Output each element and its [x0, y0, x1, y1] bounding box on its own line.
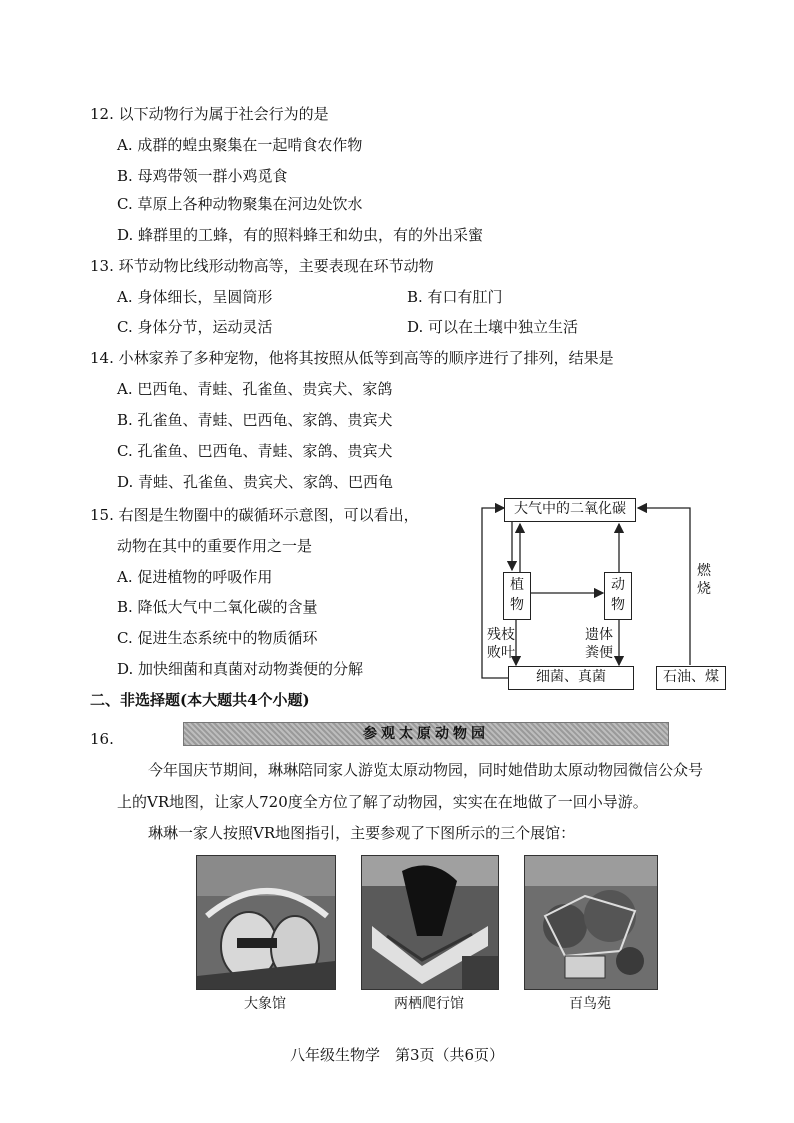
- q16-number: 16.: [90, 730, 114, 748]
- atmosphere-co2-box: 大气中的二氧化碳: [504, 498, 636, 522]
- q15-option-d: D. 加快细菌和真菌对动物粪便的分解: [117, 660, 364, 678]
- amphibian-reptile-house-image: [362, 856, 498, 989]
- q12-stem: 12. 以下动物行为属于社会行为的是: [90, 105, 329, 123]
- burning-label-1: 燃: [697, 563, 711, 579]
- page-footer: 八年级生物学 第3页（共6页）: [289, 1046, 505, 1064]
- section2-heading: 二、非选择题(本大题共4个小题): [90, 691, 310, 709]
- q15-option-a: A. 促进植物的呼吸作用: [117, 568, 273, 586]
- q12-option-d: D. 蜂群里的工蜂，有的照料蜂王和幼虫，有的外出采蜜: [117, 226, 484, 244]
- q16-banner-title: 参观太原动物园: [363, 726, 489, 742]
- q12-option-c: C. 草原上各种动物聚集在河边处饮水: [117, 195, 363, 213]
- q13-option-d: D. 可以在土壤中独立生活: [407, 318, 579, 336]
- animal-label-2: 物: [611, 597, 625, 613]
- q14-option-c: C. 孔雀鱼、巴西龟、青蛙、家鸽、贵宾犬: [117, 442, 393, 460]
- q12-option-b: B. 母鸡带领一群小鸡觅食: [117, 167, 288, 185]
- q15-stem-line1: 15. 右图是生物圈中的碳循环示意图，可以看出，: [90, 506, 419, 524]
- plant-label-2: 物: [510, 597, 524, 613]
- bird-garden-image: [525, 856, 657, 989]
- q15-stem-line2: 动物在其中的重要作用之一是: [117, 537, 313, 555]
- amphibian-reptile-house-photo: [361, 855, 499, 990]
- caption-bird-garden: 百鸟苑: [569, 996, 611, 1012]
- litter-label: [487, 626, 515, 662]
- q14-option-a: A. 巴西龟、青蛙、孔雀鱼、贵宾犬、家鸽: [117, 380, 393, 398]
- q13-option-c: C. 身体分节，运动灵活: [117, 318, 273, 336]
- elephant-house-image: [197, 856, 335, 989]
- plant-label-1: 植: [510, 577, 524, 593]
- remains-label: [585, 626, 613, 662]
- fossil-fuel-box: 石油、煤: [656, 666, 726, 690]
- q15-option-c: C. 促进生态系统中的物质循环: [117, 629, 318, 647]
- q16-para1-line1: 今年国庆节期间，琳琳陪同家人游览太原动物园，同时她借助太原动物园微信公众号: [148, 761, 704, 779]
- remains-label-1: 遗体: [585, 627, 613, 643]
- q13-option-a: A. 身体细长，呈圆筒形: [117, 288, 273, 306]
- animal-box: [604, 572, 632, 620]
- q12-option-a: A. 成群的蝗虫聚集在一起啃食农作物: [117, 136, 363, 154]
- q16-banner: [183, 722, 669, 746]
- litter-label-2: 败叶: [487, 645, 515, 661]
- q14-stem: 14. 小林家养了多种宠物，他将其按照从低等到高等的顺序进行了排列，结果是: [90, 349, 614, 367]
- litter-label-1: 残枝: [487, 627, 515, 643]
- q13-option-b: B. 有口有肛门: [407, 288, 503, 306]
- caption-amphibian-reptile-house: 两栖爬行馆: [394, 996, 464, 1012]
- q13-stem: 13. 环节动物比线形动物高等，主要表现在环节动物: [90, 257, 434, 275]
- elephant-house-photo: [196, 855, 336, 990]
- burning-label-2: 烧: [697, 581, 711, 597]
- bird-garden-photo: [524, 855, 658, 990]
- q14-option-b: B. 孔雀鱼、青蛙、巴西龟、家鸽、贵宾犬: [117, 411, 393, 429]
- q14-option-d: D. 青蛙、孔雀鱼、贵宾犬、家鸽、巴西龟: [117, 473, 394, 491]
- caption-elephant-house: 大象馆: [244, 996, 286, 1012]
- q16-para1-line2: 上的VR地图，让家人720度全方位了解了动物园，实实在在地做了一回小导游。: [117, 793, 648, 811]
- animal-label-1: 动: [611, 577, 625, 593]
- burning-label: [697, 562, 711, 598]
- plant-box: [503, 572, 531, 620]
- remains-label-2: 粪便: [585, 645, 613, 661]
- decomposer-box: 细菌、真菌: [508, 666, 634, 690]
- q16-para2: 琳琳一家人按照VR地图指引，主要参观了下图所示的三个展馆：: [148, 824, 576, 842]
- q15-option-b: B. 降低大气中二氧化碳的含量: [117, 598, 318, 616]
